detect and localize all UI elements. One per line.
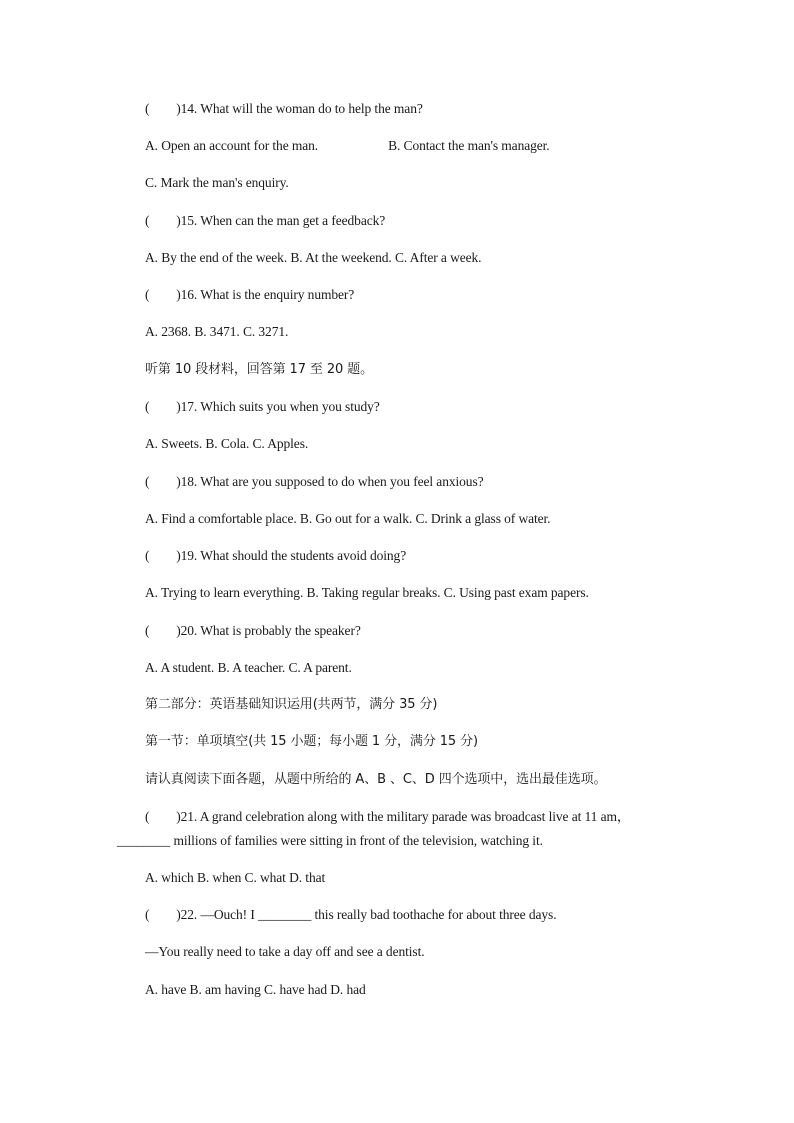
- question-21: ( )21. A grand celebration along with the military parade was broadcast live at 11 am，: [145, 809, 631, 824]
- section-10-instruction: 听第 10 段材料，回答第 17 至 20 题。: [145, 362, 374, 377]
- question-15-options: A. By the end of the week. B. At the weekend. C. After a week.: [145, 250, 482, 265]
- option-a: A. Open an account for the man.: [145, 138, 319, 153]
- option-b: B. Contact the man's manager.: [388, 138, 550, 153]
- question-17: ( )17. Which suits you when you study?: [145, 399, 380, 414]
- question-22-reply: —You really need to take a day off and see a dentist.: [145, 944, 425, 959]
- question-14-option-c: C. Mark the man's enquiry.: [145, 175, 289, 190]
- question-22: ( )22. —Ouch! I ________ this really bad toothache for about three days.: [145, 907, 557, 922]
- question-16-options: A. 2368. B. 3471. C. 3271.: [145, 324, 289, 339]
- question-19: ( )19. What should the students avoid doing?: [145, 548, 407, 563]
- question-21-options: A. which B. when C. what D. that: [145, 870, 326, 885]
- question-18: ( )18. What are you supposed to do when you feel anxious?: [145, 474, 484, 489]
- question-14: ( )14. What will the woman do to help the man?: [145, 101, 423, 116]
- question-22-options: A. have B. am having C. have had D. had: [145, 982, 366, 997]
- question-16: ( )16. What is the enquiry number?: [145, 287, 355, 302]
- section-1-heading: 第一节：单项填空(共 15 小题；每小题 1 分，满分 15 分): [145, 734, 478, 749]
- question-17-options: A. Sweets. B. Cola. C. Apples.: [145, 436, 309, 451]
- question-20-options: A. A student. B. A teacher. C. A parent.: [145, 660, 352, 675]
- question-20: ( )20. What is probably the speaker?: [145, 623, 361, 638]
- question-19-options: A. Trying to learn everything. B. Taking regular breaks. C. Using past exam papers.: [145, 585, 589, 600]
- section-1-instruction: 请认真阅读下面各题，从题中所给的 A、B 、C、D 四个选项中，选出最佳选项。: [145, 772, 607, 787]
- question-21-continuation: ________ millions of families were sitting in front of the television, watching it.: [117, 833, 543, 848]
- question-14-options-ab: [145, 137, 754, 155]
- question-15: ( )15. When can the man get a feedback?: [145, 213, 386, 228]
- question-18-options: A. Find a comfortable place. B. Go out for a walk. C. Drink a glass of water.: [145, 511, 551, 526]
- part-2-heading: 第二部分：英语基础知识运用(共两节，满分 35 分): [145, 697, 438, 712]
